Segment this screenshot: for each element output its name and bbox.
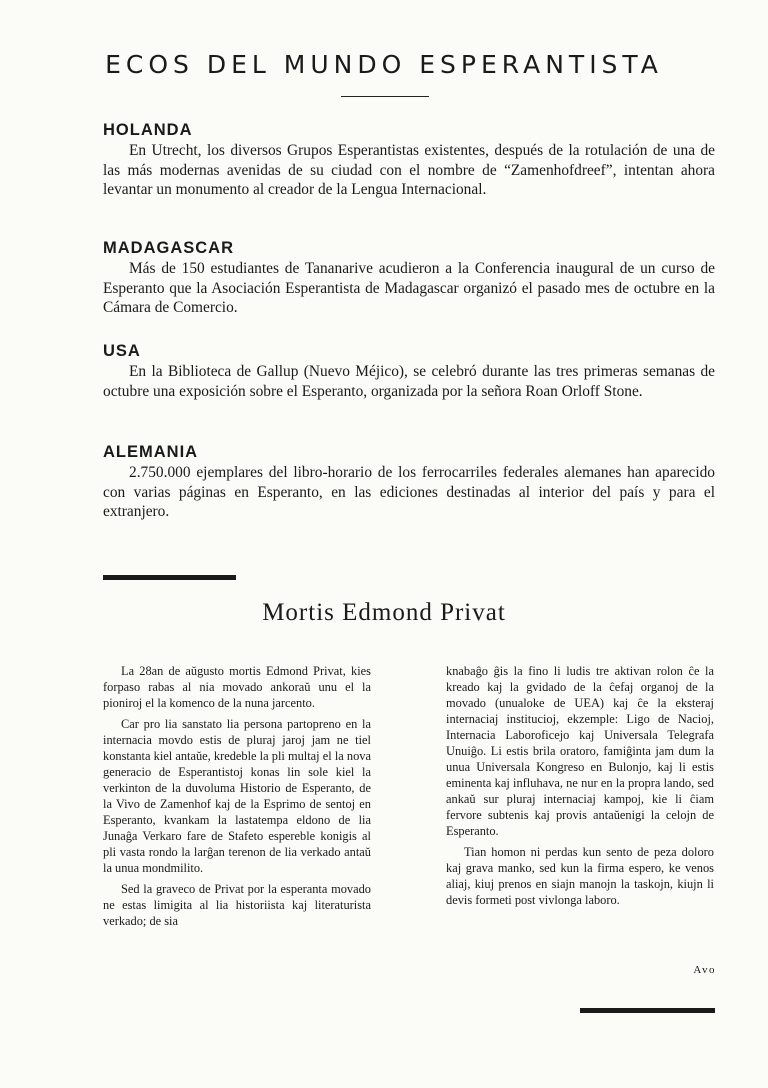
news-item-usa xyxy=(103,340,715,401)
news-item-holanda xyxy=(103,119,715,200)
news-text: En la Biblioteca de Gallup (Nuevo Méjico), se celebró durante las tres primeras semanas de octubre una exposición sobre el Esperanto, organizada por la señora Roan Orloff Stone. xyxy=(103,363,715,400)
news-text: Más de 150 estudiantes de Tananarive acudieron a la Conferencia inaugural de un curso de Esperanto que la Asociación Esperantista de Madagascar organizó el pasado mes de octubre en la Cámara de Comercio. xyxy=(103,260,715,316)
news-heading: USA xyxy=(103,342,141,360)
obituary-paragraph: Tian homon ni perdas kun sento de peza doloro kaj grava manko, sed kun la firma espero, ke venos aliaj, kiuj prenos en siajn manojn la taskojn, kiujn li devis formeti post vivlonga laboro. xyxy=(446,845,714,907)
news-heading: ALEMANIA xyxy=(103,443,199,461)
obituary-paragraph: Car pro lia sanstato lia persona partopreno en la internacia movdo estis de pluraj jaroj jam ne tiel konstanta kiel antaŭe, kredeble la pli multaj el la nova generacio de Esperantistoj konas lin sole kiel la verkinton de la duvoluma Historio de Esperanto, de la Vivo de Zamenhof kaj de la Esprimo de sentoj en Esperanto, kvankam la lastatempa eldono de lia Junaĝa Verkaro fare de Stafeto espereble konigis al pli vasta rondo la larĝan terenon de lia verkado antaŭ la unua mondmilito. xyxy=(103,717,371,875)
author-signature: Avo xyxy=(693,964,716,976)
section-divider-left xyxy=(103,575,236,580)
obituary-title: Mortis Edmond Privat xyxy=(262,599,506,626)
news-text: 2.750.000 ejemplares del libro-horario de los ferrocarriles federales alemanes han aparecido con varias páginas en Esperanto, en las ediciones destinadas al interior del país y para el extranjero. xyxy=(103,464,715,520)
obituary-paragraph: Sed la graveco de Privat por la esperanta movado ne estas limigita al lia historiista kaj literaturista verkado; de sia xyxy=(103,882,371,928)
obituary-column-left xyxy=(103,663,371,934)
news-heading: HOLANDA xyxy=(103,121,193,139)
section-divider-right xyxy=(580,1008,715,1013)
news-text: En Utrecht, los diversos Grupos Esperantistas existentes, después de la rotulación de una de las más modernas avenidas de su ciudad con el nombre de “Zamenhofdreef”, intentan ahora levantar un monumento al creador de la Lengua Internacional. xyxy=(103,142,715,198)
obituary-paragraph: knabaĝo ĝis la fino li ludis tre aktivan rolon ĉe la kreado kaj la gvidado de la ĉefaj organoj de la movado (unualoke de UEA) kaj ĉe la eksteraj internaciaj institucioj, ekzemple: Ligo de Nacioj, Internacia Laboroficejo kaj Universala Telegrafa Unuiĝo. Li estis brila oratoro, famiĝinta jam dum la unua Universala Kongreso en Bulonjo, kaj li estis eminenta kaj influhava, ne nur en la propra lando, sed ankaŭ sur pluraj internaciaj kampoj, kie li ĉiam fervore subtenis kaj provis antaŭenigi la celojn de Esperanto. xyxy=(446,664,714,838)
obituary-paragraph: La 28an de aŭgusto mortis Edmond Privat, kies forpaso rabas al nia movado ankoraŭ unu el la pioniroj el la komenco de la nuna jarcento. xyxy=(103,664,371,710)
news-item-madagascar xyxy=(103,237,715,318)
news-heading: MADAGASCAR xyxy=(103,239,234,257)
page-title: ECOS DEL MUNDO ESPERANTISTA xyxy=(105,50,663,79)
title-underline xyxy=(341,96,429,97)
news-item-alemania xyxy=(103,441,715,522)
obituary-column-right xyxy=(446,663,714,913)
